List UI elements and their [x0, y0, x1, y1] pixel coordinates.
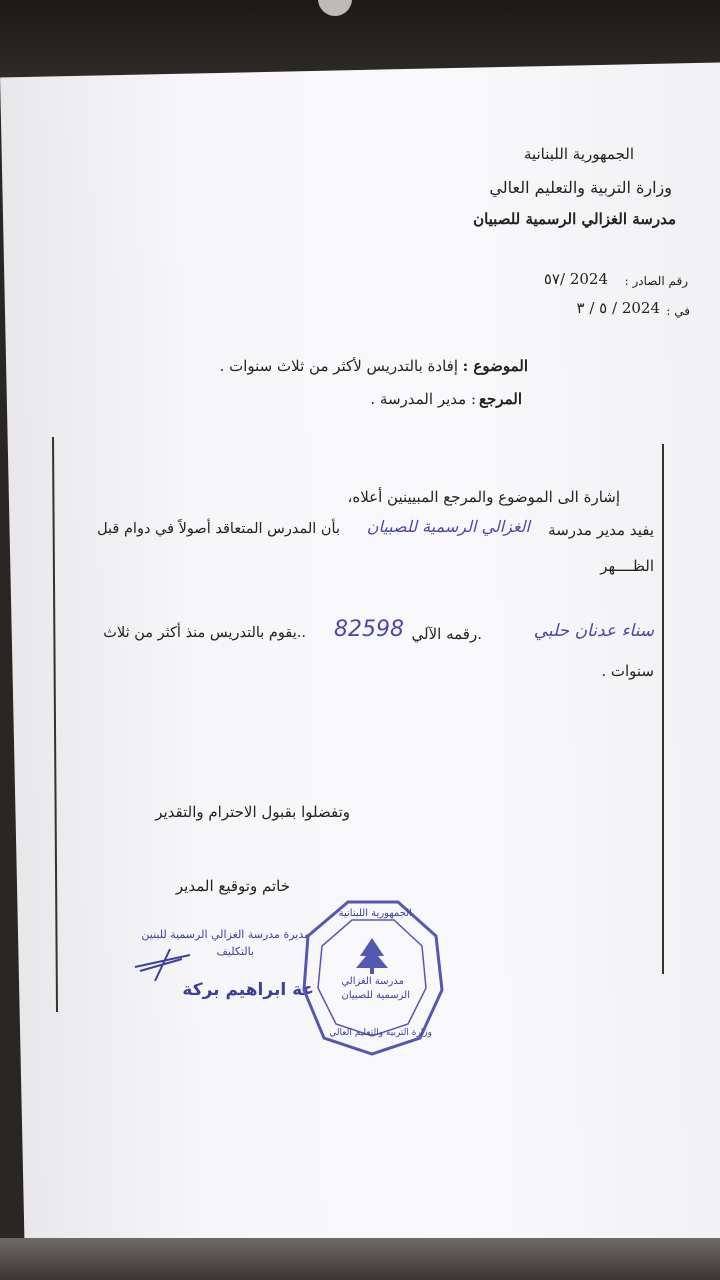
laptop-logo [318, 0, 352, 16]
signature-scribble [130, 945, 200, 985]
seal-center-1: مدرسة الغزالي [341, 976, 404, 987]
desk-surface [0, 1238, 720, 1280]
seal-bottom-text: وزارة التربية والتعليم العالي [329, 1028, 432, 1038]
date-label: في : [666, 304, 690, 318]
body-line-3: الظــــهر [600, 557, 654, 575]
handwritten-school-name: الغزالي الرسمية للصبيان [366, 517, 530, 536]
stamp-title: مديرة مدرسة الغزالي الرسمية للبنين [141, 928, 310, 941]
right-border-line [662, 444, 664, 974]
handwritten-teacher-name: سناء عدنان حلبي [533, 621, 654, 641]
body-line-4-end: ..يقوم بالتدريس منذ أكثر من ثلاث [103, 625, 306, 641]
stamp-name: عة ابراهيم بركة [182, 980, 314, 1000]
header-ministry: وزارة التربية والتعليم العالي [489, 178, 672, 197]
header-school: مدرسة الغزالي الرسمية للصبيان [473, 210, 676, 228]
body-line-2-start: يفيد مدير مدرسة [548, 521, 654, 539]
signature-label: خاتم وتوقيع المدير [175, 877, 290, 895]
subject-label: الموضوع : [462, 357, 528, 375]
reference-label: المرجع [479, 390, 522, 408]
body-line-4-mid: .رقمه الآلي [411, 625, 482, 643]
handwritten-employee-number: 82598 [334, 617, 404, 642]
document-page [0, 62, 720, 1257]
date-value: 2024 / ٥ / ٣ [576, 299, 660, 317]
body-line-2-end: بأن المدرس المتعاقد أصولاً في دوام قبل [97, 521, 340, 537]
closing-text: وتفضلوا بقبول الاحترام والتقدير [155, 803, 350, 821]
outgoing-number-label: رقم الصادر : [624, 274, 688, 288]
header-republic: الجمهورية اللبنانية [523, 145, 634, 163]
body-line-1: إشارة الى الموضوع والمرجع المبيينين أعلاه، [347, 488, 620, 506]
outgoing-number-value: 2024 /٥٧ [543, 270, 608, 288]
stamp-sub: بالتكليف [216, 945, 254, 958]
cedar-icon [356, 938, 388, 968]
body-line-5: سنوات . [601, 662, 654, 680]
reference-text: : مدير المدرسة . [370, 390, 476, 408]
subject-text: إفادة بالتدريس لأكثر من ثلاث سنوات . [219, 357, 458, 375]
official-seal [298, 898, 446, 1056]
seal-top-text: الجمهورية اللبنانية [338, 908, 412, 919]
seal-center-2: الرسمية للصبيان [341, 990, 410, 1001]
